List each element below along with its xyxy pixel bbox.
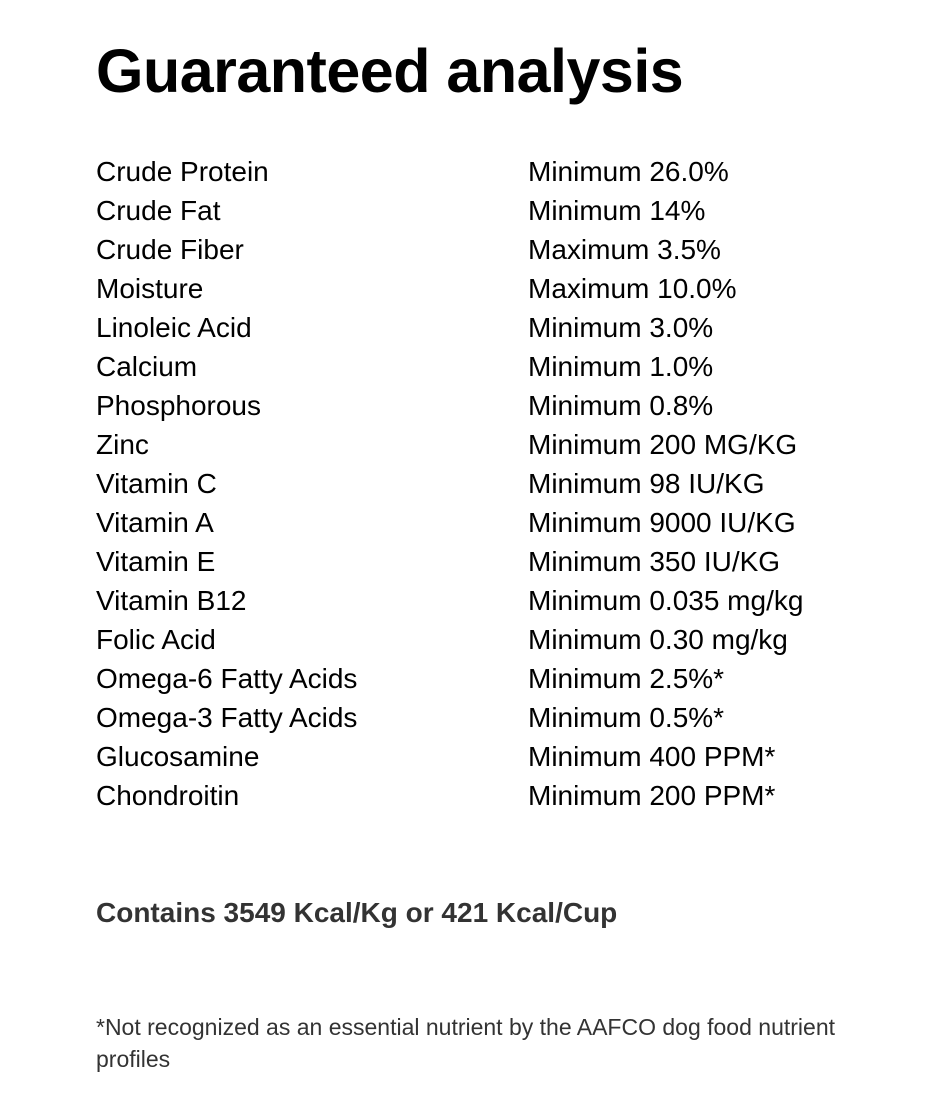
table-row [96,503,896,542]
table-row [96,542,896,581]
table-row [96,581,896,620]
nutrient-value: Minimum 400 PPM* [528,741,776,772]
nutrient-name: Folic Acid [96,624,216,655]
table-row [96,464,896,503]
nutrient-name: Calcium [96,351,198,382]
table-row [96,737,896,776]
table-row [96,698,896,737]
analysis-table [96,152,896,815]
table-row [96,347,896,386]
table-row [96,230,896,269]
nutrient-value: Minimum 26.0% [528,156,729,187]
nutrient-name: Vitamin B12 [96,585,247,616]
nutrient-name: Vitamin C [96,468,217,499]
nutrient-name: Chondroitin [96,780,240,811]
nutrient-value: Minimum 0.5%* [528,702,725,733]
nutrient-name: Crude Fiber [96,234,244,265]
nutrient-name: Moisture [96,273,204,304]
table-row [96,308,896,347]
nutrient-name: Crude Protein [96,156,269,187]
table-row [96,776,896,815]
nutrient-value: Minimum 0.30 mg/kg [528,624,788,655]
nutrient-name: Vitamin A [96,507,214,538]
nutrient-name: Omega-3 Fatty Acids [96,702,358,733]
nutrient-name: Vitamin E [96,546,216,577]
page-title: Guaranteed analysis [96,37,684,105]
nutrient-name: Omega-6 Fatty Acids [96,663,358,694]
nutrient-name: Phosphorous [96,390,262,421]
table-row [96,425,896,464]
table-row [96,620,896,659]
footnote: *Not recognized as an essential nutrient by the AAFCO dog food nutrient profiles [96,1014,835,1072]
table-row [96,269,896,308]
nutrient-value: Minimum 200 MG/KG [528,429,798,460]
nutrient-name: Linoleic Acid [96,312,252,343]
nutrient-value: Minimum 350 IU/KG [528,546,781,577]
nutrient-value: Minimum 0.035 mg/kg [528,585,804,616]
nutrient-value: Minimum 200 PPM* [528,780,776,811]
nutrient-value: Maximum 3.5% [528,234,721,265]
nutrient-value: Minimum 1.0% [528,351,714,382]
nutrient-name: Glucosamine [96,741,260,772]
table-row [96,386,896,425]
nutrient-value: Maximum 10.0% [528,273,737,304]
table-row [96,152,896,191]
nutrient-value: Minimum 0.8% [528,390,714,421]
table-row [96,659,896,698]
nutrient-value: Minimum 14% [528,195,706,226]
nutrient-value: Minimum 2.5%* [528,663,725,694]
table-row [96,191,896,230]
nutrient-value: Minimum 9000 IU/KG [528,507,796,538]
nutrient-name: Crude Fat [96,195,221,226]
calorie-content: Contains 3549 Kcal/Kg or 421 Kcal/Cup [96,897,618,928]
nutrient-value: Minimum 98 IU/KG [528,468,765,499]
nutrient-value: Minimum 3.0% [528,312,714,343]
nutrient-name: Zinc [96,429,149,460]
